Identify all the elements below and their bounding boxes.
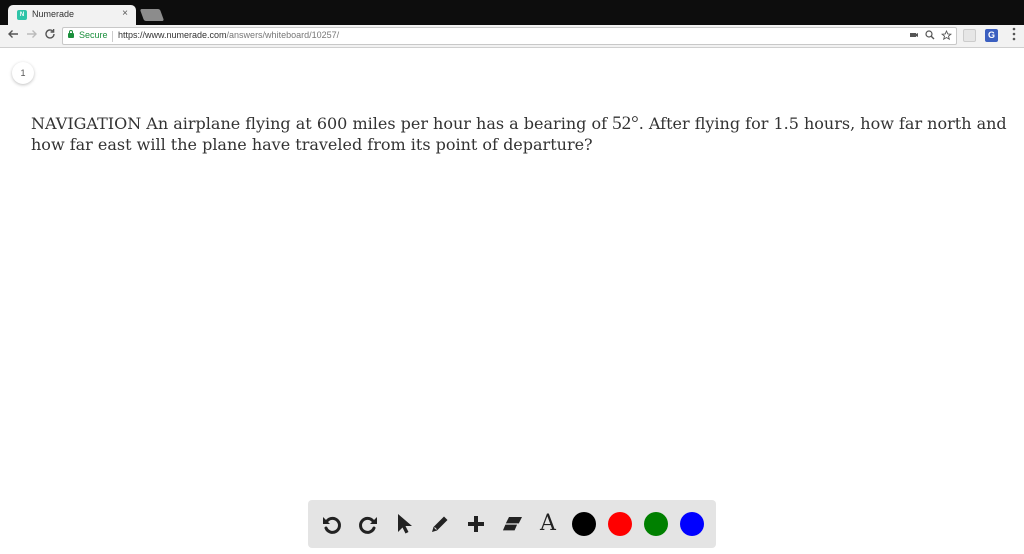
pencil-icon	[429, 513, 451, 535]
url-text	[118, 30, 339, 40]
redo-button[interactable]	[356, 512, 380, 536]
back-button[interactable]	[6, 28, 20, 43]
pencil-button[interactable]	[428, 512, 452, 536]
tab-close-icon[interactable]: ×	[122, 8, 128, 19]
tab-numerade[interactable]	[8, 5, 136, 25]
question-text-end: . After flying for 1.5 hours, how far north and how far east will the plane have traveled from its point of departure?	[31, 114, 1007, 154]
back-arrow-icon	[7, 28, 19, 40]
select-pointer-button[interactable]	[392, 512, 416, 536]
color-black-swatch[interactable]	[572, 512, 596, 536]
tab-strip	[0, 0, 1024, 25]
tab-title: Numerade	[32, 9, 75, 19]
zoom-icon[interactable]	[925, 30, 935, 43]
url-path: /answers/whiteboard/10257/	[226, 30, 340, 40]
forward-arrow-icon	[26, 28, 38, 40]
add-icon	[466, 514, 486, 534]
forward-button[interactable]	[25, 28, 39, 43]
page-number-badge[interactable]: 1	[12, 62, 34, 84]
eraser-icon	[500, 515, 524, 533]
reload-button[interactable]	[43, 28, 57, 43]
new-tab-button[interactable]	[140, 9, 164, 21]
question-angle: 52°	[612, 113, 639, 134]
pointer-icon	[394, 513, 414, 535]
color-green-swatch[interactable]	[644, 512, 668, 536]
whiteboard-toolbar	[308, 500, 716, 548]
question-text-start: NAVIGATION An airplane flying at 600 miles per hour has a bearing of	[31, 114, 613, 133]
browser-toolbar	[0, 25, 1024, 48]
address-separator	[112, 31, 113, 42]
color-red-swatch[interactable]	[608, 512, 632, 536]
secure-label: Secure	[79, 30, 108, 40]
reload-icon	[44, 28, 56, 40]
extension-blank-icon[interactable]	[963, 29, 976, 42]
question-text	[31, 113, 1023, 155]
color-blue-swatch[interactable]	[680, 512, 704, 536]
add-shape-button[interactable]	[464, 512, 488, 536]
undo-icon	[321, 513, 343, 535]
redo-icon	[357, 513, 379, 535]
camera-icon[interactable]	[909, 30, 919, 43]
url-host: https://www.numerade.com	[118, 30, 227, 40]
address-bar[interactable]	[62, 27, 957, 45]
text-tool-button[interactable]: A	[540, 511, 556, 536]
lock-icon	[68, 33, 74, 38]
grammarly-extension-icon[interactable]: G	[985, 29, 998, 42]
numerade-favicon-icon: N	[17, 10, 27, 20]
browser-menu-icon[interactable]	[1010, 27, 1018, 41]
eraser-button[interactable]	[500, 512, 524, 536]
undo-button[interactable]	[320, 512, 344, 536]
bookmark-star-icon[interactable]	[941, 30, 952, 44]
